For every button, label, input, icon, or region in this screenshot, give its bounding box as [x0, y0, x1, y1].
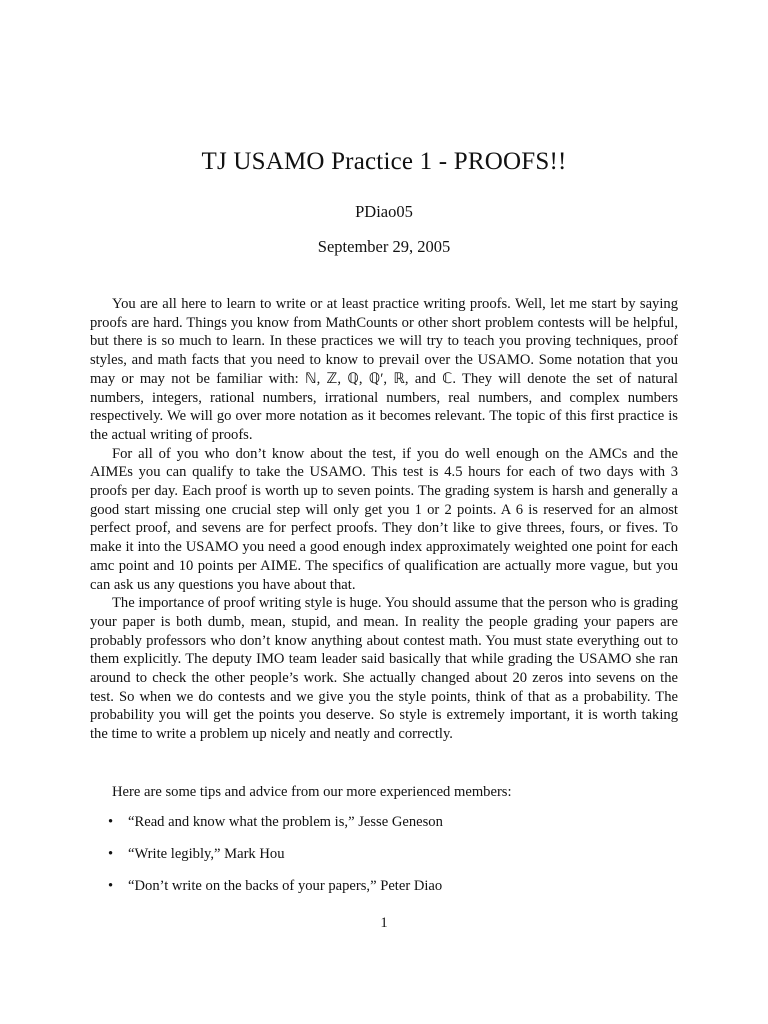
document-date: September 29, 2005	[317, 237, 451, 256]
paragraph-style: The importance of proof writing style is huge. You should assume that the person who is grading your paper is both dumb, mean, stupid, and mean. In reality the people grading your papers are probably professors who don’t know anything about contest math. You must state everything out to them explicitly. The deputy IMO team leader said basically that while grading the USAMO she ran around to check the other people’s work. She actually changed about 20 zeros into sevens on the test. So when we do contests and we give you the style points, think of that as a probability. The probability you will get the points you deserve. So style is extremely important, it is worth taking the time to write a problem up nicely and neatly and correctly.	[90, 595, 678, 743]
document-author: PDiao05	[355, 202, 413, 221]
bullet-icon: •	[108, 878, 114, 894]
tip-text: “Write legibly,” Mark Hou	[128, 846, 285, 862]
list-item	[108, 877, 678, 896]
tips-intro: Here are some tips and advice from our more experienced members:	[112, 784, 512, 800]
page-number: 1	[380, 915, 388, 931]
document-title: TJ USAMO Practice 1 - PROOFS!!	[201, 148, 567, 175]
list-item	[108, 813, 678, 832]
list-item	[108, 845, 678, 864]
tips-list	[108, 813, 678, 909]
document-body	[90, 295, 678, 744]
tip-text: “Read and know what the problem is,” Jesse Geneson	[128, 814, 443, 830]
bullet-icon: •	[108, 814, 114, 830]
paragraph-intro: You are all here to learn to write or at least practice writing proofs. Well, let me start by saying proofs are hard. Things you know from MathCounts or other short problem contests will be helpful, but there is so much to learn. In these practices we will try to teach you proving techniques, proof styles, and math facts that you need to know to prevail over the USAMO. Some notation that you may or may not be familiar with: ℕ, ℤ, ℚ, ℚ′, ℝ, and ℂ. They will denote the set of natural numbers, integers, rational numbers, irrational numbers, real numbers, and complex numbers respectively. We will go over more notation as it becomes relevant. The topic of this first practice is the actual writing of proofs.	[90, 296, 678, 443]
paragraph-test-info: For all of you who don’t know about the test, if you do well enough on the AMCs and the AIMEs you can qualify to take the USAMO. This test is 4.5 hours for each of two days with 3 proofs per day. Each proof is worth up to seven points. The grading system is harsh and generally a good start missing one crucial step will only get you 1 or 2 points. A 6 is reserved for an almost perfect proof, and sevens are for perfect proofs. They don’t like to give threes, fours, or fives. To make it into the USAMO you need a good enough index approximately weighted one point for each amc point and 10 points per AIME. The specifics of qualification are actually more vague, but you can ask us any questions you have about that.	[90, 445, 678, 593]
bullet-icon: •	[108, 846, 114, 862]
tip-text: “Don’t write on the backs of your papers,” Peter Diao	[128, 878, 443, 894]
